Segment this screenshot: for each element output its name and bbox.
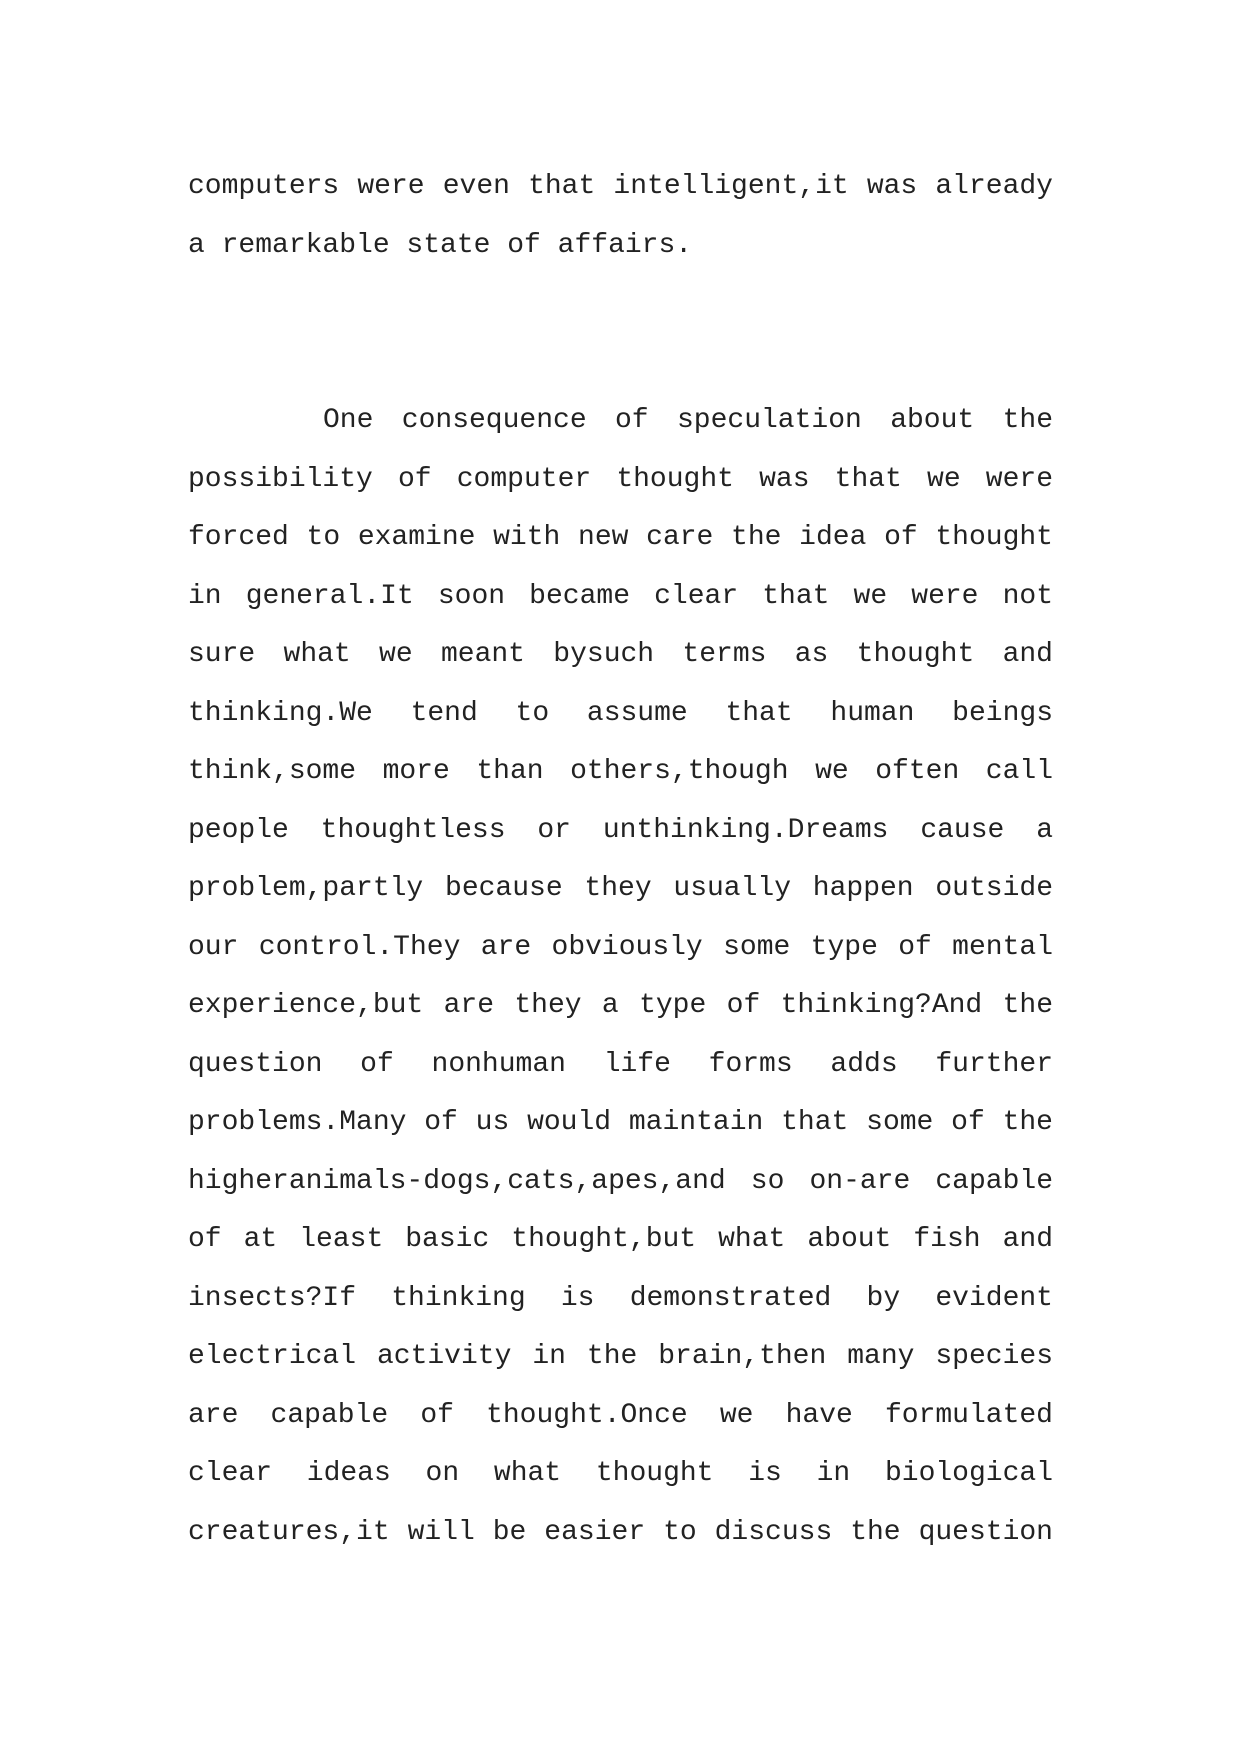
text-line: people thoughtless or unthinking.Dreams cause a (188, 814, 1053, 846)
text-line: forced to examine with new care the idea of thought (188, 522, 1053, 553)
text-line: experience,but are they a type of thinking?And the (188, 990, 1053, 1021)
text-line: our control.They are obviously some type of mental (188, 931, 1053, 963)
text-line: possibility of computer thought was that we were (188, 463, 1053, 495)
text-line: problem,partly because they usually happen outside (188, 873, 1053, 904)
text-line: are capable of thought.Once we have formulated (188, 1399, 1053, 1431)
text-line: electrical activity in the brain,then many species (188, 1341, 1053, 1372)
text-line: clear ideas on what thought is in biological (188, 1458, 1053, 1489)
text-line: a remarkable state of affairs. (188, 229, 693, 261)
text-line: sure what we meant bysuch terms as thought and (188, 639, 1053, 670)
text-line-first: One consequence of speculation about the (323, 405, 1053, 436)
paragraph-continuation (188, 158, 1053, 275)
text-line: computers were even that intelligent,it was already (188, 171, 1053, 202)
text-line: higheranimals-dogs,cats,apes,and so on-are capable (188, 1165, 1053, 1197)
paragraph-body (188, 392, 1053, 1562)
text-line: question of nonhuman life forms adds further (188, 1048, 1053, 1080)
text-line: think,some more than others,though we often call (188, 756, 1053, 787)
text-line: in general.It soon became clear that we were not (188, 580, 1053, 612)
text-line: creatures,it will be easier to discuss the question (188, 1516, 1053, 1548)
text-line: of at least basic thought,but what about fish and (188, 1224, 1053, 1255)
text-line: insects?If thinking is demonstrated by evident (188, 1282, 1053, 1314)
text-line: thinking.We tend to assume that human beings (188, 697, 1053, 729)
text-line: problems.Many of us would maintain that some of the (188, 1107, 1053, 1138)
